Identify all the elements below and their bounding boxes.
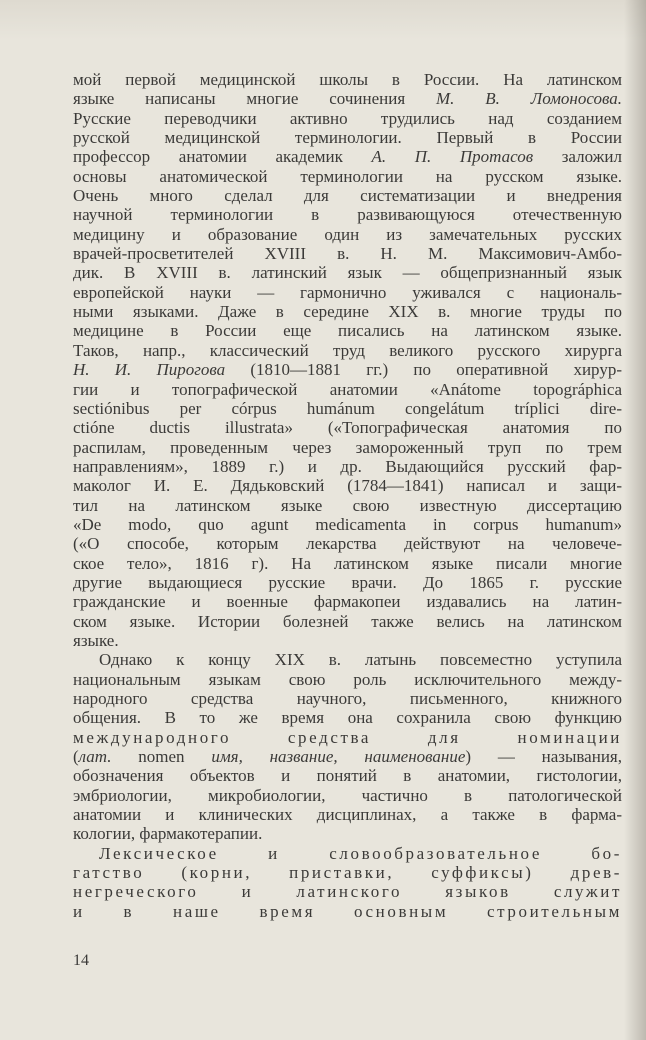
text-segment: nomen: [111, 747, 212, 767]
text-segment: гражданские и военные фармакопеи издавались на латин-: [73, 592, 622, 612]
text-line: [73, 70, 622, 89]
text-segment: профессор анатомии академик: [73, 147, 372, 167]
text-line: [73, 573, 622, 592]
text-line: [73, 534, 622, 553]
text-line: [73, 882, 622, 901]
text-line: [73, 476, 622, 495]
text-segment: sectiónibus per córpus humánum congelátum tríplici dire-: [73, 398, 622, 418]
text-segment: Лексическое и словообразовательное бо-: [99, 843, 622, 863]
text-line: [73, 708, 622, 727]
body-text: [73, 70, 622, 921]
text-line: [73, 263, 622, 282]
text-segment: Очень много сделал для систематизации и внедрения: [73, 186, 622, 206]
text-segment: анатомии и клинических дисциплинах, а также в фарма-: [73, 805, 622, 825]
text-segment: другие выдающиеся русские врачи. До 1865 г. русские: [73, 572, 622, 592]
text-segment: народного средства научного, письменного, книжного: [73, 689, 622, 708]
text-segment: научной терминологии в развивающуюся отечественную: [73, 205, 622, 225]
text-line: [73, 824, 622, 843]
text-line: [73, 670, 622, 689]
text-line: [73, 244, 622, 263]
text-segment: эмбриологии, микробиологии, частично в патологической: [73, 785, 622, 805]
text-segment: и в наше время основным строительным: [73, 901, 622, 921]
text-line: [73, 341, 622, 360]
text-line: [73, 128, 622, 147]
text-segment: распилам, проведенным через замороженный труп по трем: [73, 437, 622, 457]
text-segment: ными языками. Даже в середине XIX в. многие труды по: [73, 302, 622, 322]
text-line: [73, 844, 622, 863]
text-segment: медицине в России еще писались на латинском языке.: [73, 321, 622, 341]
text-line: [73, 786, 622, 805]
text-segment: национальным языкам свою роль исключительного между-: [73, 669, 622, 689]
text-segment: Русские переводчики активно трудились над созданием: [73, 108, 622, 128]
page-number: 14: [73, 952, 89, 969]
text-line: [73, 302, 622, 321]
text-line: [73, 147, 622, 166]
text-line: [73, 360, 622, 379]
text-segment: («О способе, которым лекарства действуют на человече-: [73, 534, 622, 554]
italic-text: М. В. Ломоносова.: [436, 89, 622, 109]
text-segment: (: [73, 747, 79, 767]
text-segment: гатство (корни, приставки, суффиксы) древ-: [73, 863, 622, 883]
text-line: [73, 728, 622, 747]
text-line: [73, 167, 622, 186]
text-segment: медицину и образование один из замечательных русских: [73, 224, 622, 244]
text-segment: ctióne ductis illustrata» («Топографическая анатомия по: [73, 418, 622, 438]
text-segment: врачей-просветителей XVIII в. Н. М. Максимович-Амбо-: [73, 244, 622, 264]
text-line: [73, 205, 622, 224]
text-line: [73, 225, 622, 244]
text-line: [73, 496, 622, 515]
text-line: [73, 689, 622, 708]
scan-shadow-top: [0, 0, 646, 40]
text-line: [73, 863, 622, 882]
text-line: [73, 631, 622, 650]
text-line: [73, 89, 622, 108]
text-segment: дик. В XVIII в. латинский язык — общепризнанный язык: [73, 263, 622, 283]
text-segment: основы анатомической терминологии на русском языке.: [73, 166, 622, 186]
italic-text: А. П. Протасов: [371, 147, 534, 167]
text-line: [73, 399, 622, 418]
text-line: [73, 554, 622, 573]
page-fold-shadow: [624, 0, 646, 1040]
text-segment: ском языке. Истории болезней также велись на латинском: [73, 611, 622, 631]
text-segment: языке.: [73, 630, 119, 650]
text-line: [73, 321, 622, 340]
text-segment: языке написаны многие сочинения: [73, 89, 436, 109]
text-line: [73, 612, 622, 631]
text-segment: «De modo, quo agunt medicamenta in corpus humanum»: [73, 514, 622, 534]
text-segment: европейской науки — гармонично уживался с националь-: [73, 282, 622, 302]
text-segment: русской медицинской терминологии. Первый в России: [73, 128, 622, 148]
text-line: [73, 650, 622, 669]
italic-text: Н. И. Пирогова: [73, 360, 226, 380]
text-line: [73, 186, 622, 205]
text-segment: негреческого и латинского языков служит: [73, 882, 622, 902]
text-segment: гии и топографической анатомии «Anátome topográphica: [73, 379, 622, 399]
text-line: [73, 418, 622, 437]
text-segment: международного средства для номинации: [73, 727, 622, 747]
text-line: [73, 438, 622, 457]
text-line: [73, 457, 622, 476]
text-segment: направлениям», 1889 г.) и др. Выдающийся русский фар-: [73, 456, 622, 476]
text-line: [73, 109, 622, 128]
text-segment: маколог И. Е. Дядьковский (1784—1841) написал и защи-: [73, 476, 622, 496]
italic-text: имя, название, наименование: [211, 747, 466, 767]
text-segment: мой первой медицинской школы в России. На латинском: [73, 70, 622, 89]
text-segment: обозначения объектов и понятий в анатомии, гистологии,: [73, 766, 622, 786]
text-line: [73, 805, 622, 824]
text-line: [73, 902, 622, 921]
italic-text: лат.: [78, 747, 112, 767]
text-line: [73, 766, 622, 785]
text-segment: ) — называния,: [465, 747, 622, 767]
text-segment: (1810—1881 гг.) по оперативной хирур-: [225, 360, 622, 380]
text-line: [73, 747, 622, 766]
text-segment: кологии, фармакотерапии.: [73, 824, 263, 844]
text-segment: ское тело», 1816 г). На латинском языке писали многие: [73, 553, 622, 573]
text-segment: тил на латинском языке свою известную диссертацию: [73, 495, 622, 515]
text-segment: заложил: [533, 147, 622, 167]
text-segment: общения. В то же время она сохранила свою функцию: [73, 708, 622, 728]
text-line: [73, 380, 622, 399]
text-segment: Однако к концу XIX в. латынь повсеместно уступила: [99, 650, 622, 670]
text-line: [73, 283, 622, 302]
text-line: [73, 592, 622, 611]
text-segment: Таков, напр., классический труд великого русского хирурга: [73, 340, 622, 360]
text-line: [73, 515, 622, 534]
